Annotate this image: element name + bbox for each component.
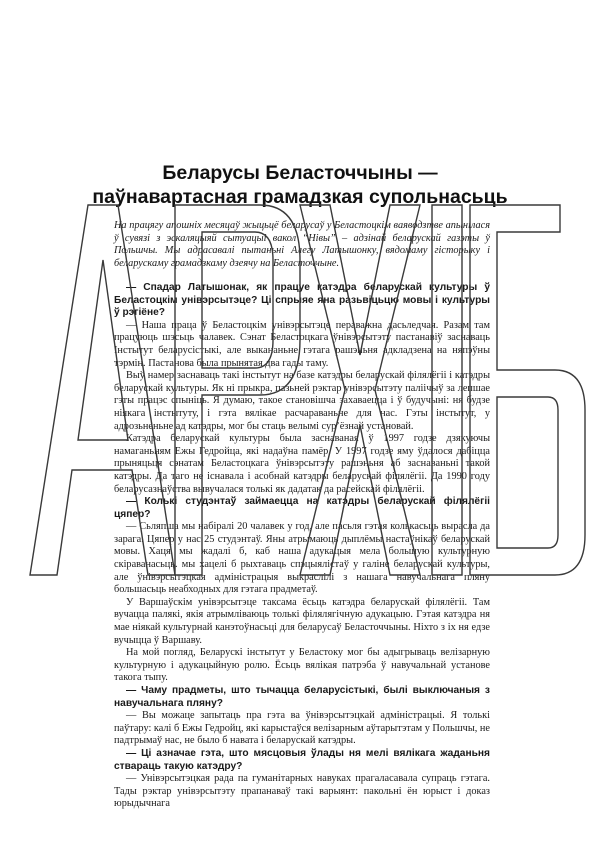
interview-answer: — Вы можаце запытаць пра гэта ва ўнівэрсытэцкай адміністрацыі. Я толькі паўтару: калі б Ежы Гедройц, які карыстаўся велізарным аўтарытэтам у Польшчы, не падтрымаў нас, не было б навата і беларускай катэдры. <box>114 710 490 747</box>
article-title-line-1: Беларусы Беласточчыны — <box>162 162 438 184</box>
article-body <box>114 282 490 811</box>
interview-answer: — Сьляпша мы набіралі 20 чалавек у год, але пасьля гэтая колькасьць вырасла да зарага. Цяпер у нас 25 студэнтаў. Яны атрымаюць дыплёмы настаўнікаў беларускай мовы. Хаця мы жадалі б, каб наша адукацыя мела большую культурную скіраванасьць. мы хацелі б рыхтаваць спэцыялістаў у галіне беларускай культуры, але ўнівэрсытэцкая адміністрацыя выкраслілі з нашага навучальнага пляну большасьць неабходных для гэтага прадметаў. <box>114 521 490 596</box>
interview-answer: У Варшаўскім унівэрсытэце таксама ёсьць катэдра беларускай філялёгіі. Там вучацца палякі, якія атрымліваюць толькі філялягічную адукацыю. Гэтая катэдра ня мае ніякай культурнай канэтоўнасьці для беларусаў Беласточчыны. Ніхто з іх ня едзе вучыцца ў Варшаву. <box>114 596 490 646</box>
interview-answer: На мой погляд, Беларускі інстытут у Беластоку мог бы адыгрываць велізарную культурную і адукацыйную ролю. Ёсьць вялікая патрэба ў навучальнай установе такога тыпу. <box>114 647 490 684</box>
interview-answer: — Унівэрсытэцкая рада па гуманітарных навуках прагаласавала супраць гэтага. Тады рэктар унівэрсытэту прапанаваў такі варыянт: пакольні ён юрыст і доказ юрыдычнага <box>114 773 490 810</box>
interview-question: — Чаму прадметы, што тычацца беларусістыкі, былі выключаныя з навучальнага пляну? <box>114 685 490 709</box>
article-title-line-2: паўнавартасная грамадзкая супольнасьць <box>92 186 508 208</box>
interview-answer: Выў намер заснаваць такі інстытут на базе катэдры беларускай філялёгіі і катэдры беларускай культуры. Як ні прыкра, пазьней рэктар унівэрсытэту паліічыў за лепшае гэты працэс спыніць. Я думаю, такое становішча захаваецца і ў будучыні: ня будзе ніякага інстытуту, і гэта вялікае расчараваньне для нас. Гэты інстытут, у адрозьненьне ад катэдры, мог бы стаць велымі сур’ёзнай установай. <box>114 370 490 432</box>
interview-question: — Ці азначае гэта, што мясцовыя ўлады ня мелі вялікага жаданьня ствараць такую катэдру? <box>114 747 490 772</box>
interview-answer: — Наша праца ў Беластоцкім унівэрсытэце пераважна дасьледчая. Разам там працуюць шэсьць чалавек. Сэнат Беластоцкага ўнівэрсытэту пастанавіў заснаваць Інстытут беларусістыкі, але выкананьне гэтага рашэньня адкладзена на няпэўны тэрмін. Пастанова была прынятая два гады таму. <box>114 319 490 369</box>
interview-question: — Спадар Латышонак, як працуе катэдра беларускай культуры ў Беластоцкім унівэрсытэце? Ці спрыяе яна разьвіцьцю мовы і культуры ў рэгіёне? <box>114 282 490 319</box>
article-title <box>0 161 600 209</box>
article-lead: На працягу апошніх месяцаў жыцьцё беларусаў у Беластоцкім ваяводзтве апынілася ў сувязі з эскаляцыяй сытуацыі вакол “Нівы” – адзінай беларускай газэты ў Польшчы. Мы адрасавалі пытаньні Алегу Латышонку, вядомаму гісторыку і беларускаму грамадзкаму дзеячу на Беласточчыне. <box>114 220 490 269</box>
interview-answer: Катэдра беларускай культуры была заснаваная ў 1997 годзе дзякуючы намаганьням Ежы Гедройца, які надаўна памёр. У 1997 годзе яму ўдалося дабіцца прыняцьця сэнатам Беластоцкага ўнівэрсытэту рашэньня аб заснаваньні такой катэдры. Да таго не існавала і асобнай катэдры беларускай філялёгіі. Да 1990 году беларусазнаўства вывучалася толькі як дадатак да расейскай філялёгіі. <box>114 433 490 495</box>
interview-question: — Колькі студэнтаў займаецца на катэдры беларускай філялёгіі цяпер? <box>114 496 490 520</box>
